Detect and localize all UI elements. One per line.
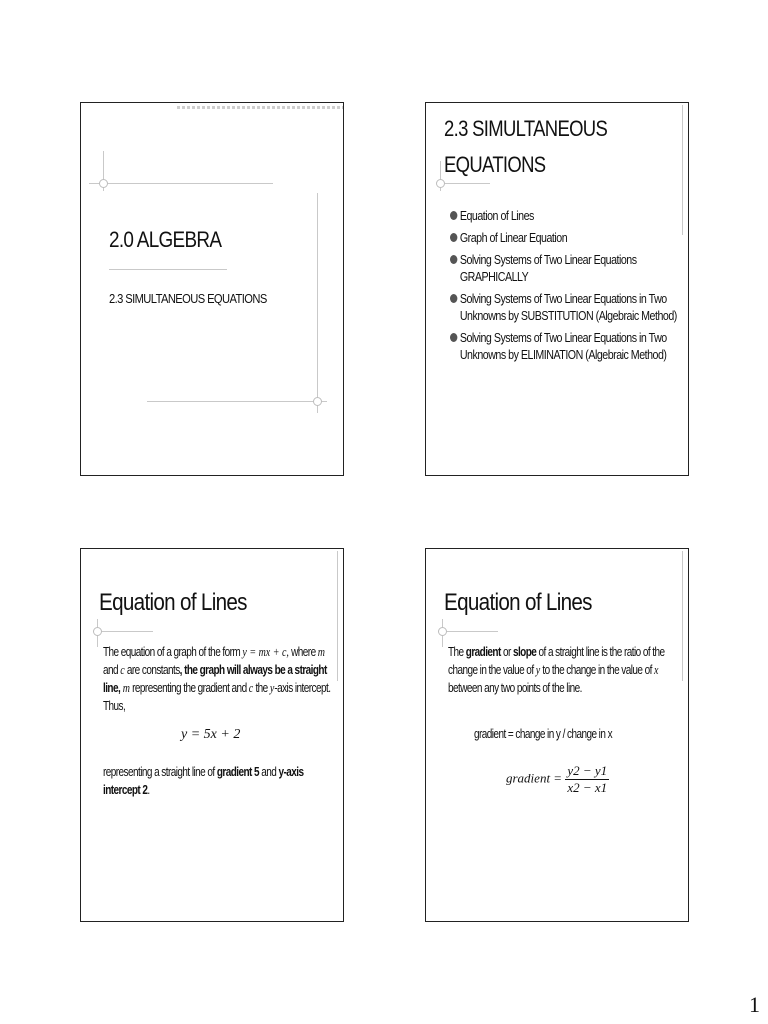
title-line-1: 2.3 SIMULTANEOUS	[444, 116, 608, 141]
slide-body: The equation of a graph of the form y = mx + c, where m and c are constants, the graph will always be a straight line, m representing the gradient and c the y-axis intercept. Thus,	[103, 645, 331, 713]
slide-subtitle: 2.3 SIMULTANEOUS EQUATIONS	[109, 291, 267, 306]
slide-3-equation-of-lines	[80, 548, 344, 922]
slide-body: The gradient or slope of a straight line is the ratio of the change in the value of y to the change in the value of x between any two points of the line.	[448, 645, 665, 695]
gradient-formula: gradient = $\frac{y2 - y1}{x2 - x1}$	[506, 763, 608, 795]
bullet-icon	[450, 233, 457, 242]
slide-body-2: representing a straight line of gradient 5 and y-axis intercept 2.	[103, 765, 304, 797]
decorative-line	[147, 401, 327, 402]
slide-title: Equation of Lines	[99, 589, 247, 616]
decorative-line	[89, 183, 273, 184]
list-item: Solving Systems of Two Linear Equations in Two Unknowns by SUBSTITUTION (Algebraic Method)	[450, 290, 686, 324]
decorative-ring	[313, 397, 322, 406]
list-item: Equation of Lines	[450, 207, 686, 224]
fraction-numerator: y2 − y1	[567, 763, 608, 778]
gradient-definition: gradient = change in y / change in x	[474, 727, 613, 741]
slide-2-contents	[425, 102, 689, 476]
page-number: 1	[749, 992, 760, 1017]
bullet-icon	[450, 333, 457, 342]
list-item: Solving Systems of Two Linear Equations GRAPHICALLY	[450, 251, 686, 285]
fraction	[565, 763, 609, 796]
slide-title	[444, 111, 689, 183]
slide-1-title	[80, 102, 344, 476]
bullet-icon	[450, 255, 457, 264]
decorative-ring	[93, 627, 102, 636]
slide-title: Equation of Lines	[444, 589, 592, 616]
bullet-icon	[450, 294, 457, 303]
list-item: Solving Systems of Two Linear Equations in Two Unknowns by ELIMINATION (Algebraic Method)	[450, 329, 686, 363]
decorative-dots	[177, 106, 343, 109]
decorative-line	[440, 183, 490, 184]
decorative-line	[438, 631, 498, 632]
topic-list	[450, 207, 686, 368]
decorative-line	[317, 193, 318, 413]
list-item: Graph of Linear Equation	[450, 229, 686, 246]
title-line-2: EQUATIONS	[444, 152, 546, 177]
decorative-ring	[438, 627, 447, 636]
example-equation: y = 5x + 2	[181, 727, 241, 742]
bullet-icon	[450, 211, 457, 220]
slide-4-gradient	[425, 548, 689, 922]
decorative-line	[93, 631, 153, 632]
decorative-ring	[99, 179, 108, 188]
formula-inline: y = mx + c,	[242, 645, 289, 659]
fraction-denominator: x2 − x1	[567, 780, 608, 795]
decorative-line	[109, 269, 227, 270]
slide-title: 2.0 ALGEBRA	[109, 227, 222, 252]
